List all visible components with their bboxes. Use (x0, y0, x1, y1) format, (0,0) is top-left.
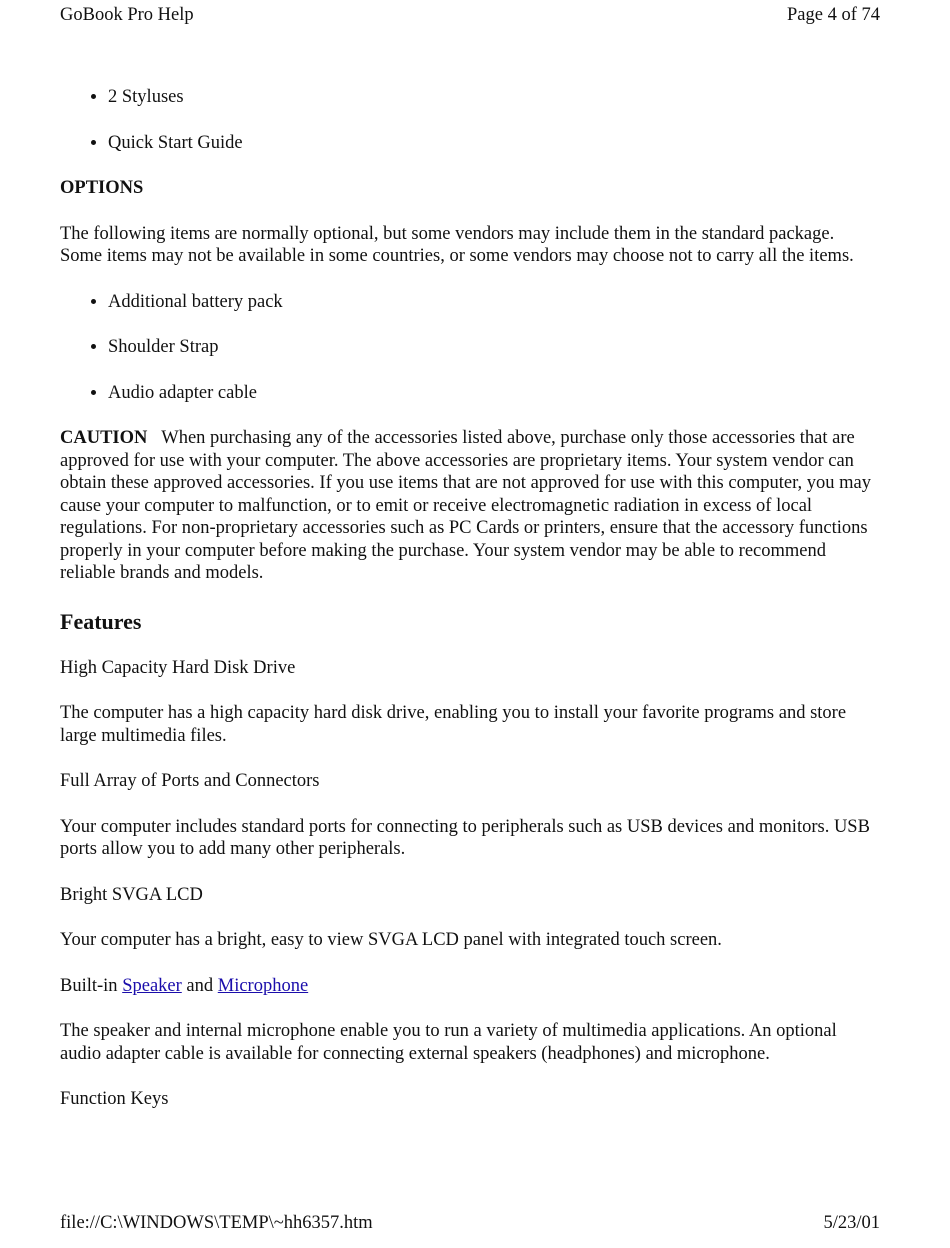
page-header (60, 4, 880, 27)
feature-title-hdd: High Capacity Hard Disk Drive (60, 657, 296, 678)
list-item: • Shoulder Strap (108, 336, 875, 359)
speaker-link[interactable]: Speaker (122, 975, 182, 996)
file-path: file://C:\WINDOWS\TEMP\~hh6357.htm (60, 1213, 373, 1233)
options-list (60, 291, 875, 405)
list-item: • Quick Start Guide (108, 132, 875, 155)
package-list (60, 86, 875, 154)
feature-title-lcd: Bright SVGA LCD (60, 884, 203, 905)
audio-prefix: Built-in (60, 975, 118, 996)
feature-text-hdd: The computer has a high capacity hard disk drive, enabling you to install your favorite programs and store large multimedia files. (60, 703, 847, 746)
audio-and: and (186, 975, 214, 996)
feature-text-ports: Your computer includes standard ports for connecting to peripherals such as USB devices and monitors. USB ports allow you to add many other peripherals. (60, 816, 870, 859)
caution-label: CAUTION (60, 428, 148, 448)
page-number: Page 4 of 74 (787, 5, 880, 25)
features-heading: Features (60, 608, 142, 634)
feature-title-ports: Full Array of Ports and Connectors (60, 771, 320, 791)
list-item: • Audio adapter cable (108, 382, 875, 405)
caution-paragraph (60, 427, 875, 585)
list-item: • 2 Styluses (108, 86, 875, 109)
print-date: 5/23/01 (823, 1213, 880, 1233)
feature-title-fkeys: Function Keys (60, 1089, 169, 1109)
feature-text-lcd: Your computer has a bright, easy to view SVGA LCD panel with integrated touch screen. (60, 930, 722, 950)
caution-text: When purchasing any of the accessories listed above, purchase only those accessories that are approved for use with your computer. The above accessories are proprietary items. Your system vendor can obtain these approved accessories. If you use items that are not approved for use with this computer, you may cause your computer to malfunction, or to emit or receive electromagnetic radiation in excess of local regulations. For non-proprietary accessories such as PC Cards or printers, ensure that the accessory functions properly in your computer before making the purchase. Your system vendor may be able to recommend reliable brands and models. (60, 428, 871, 583)
microphone-link[interactable]: Microphone (217, 975, 309, 996)
feature-title-audio (60, 975, 875, 998)
feature-text-audio: The speaker and internal microphone enable you to run a variety of multimedia applications. An optional audio adapter cable is available for connecting external speakers (headphones) and microphone. (60, 1021, 837, 1064)
document-body (60, 86, 875, 1134)
options-intro: The following items are normally optional, but some vendors may include them in the standard package. Some items may not be available in some countries, or some vendors may choose not to carry all the items. (60, 223, 854, 266)
doc-title: GoBook Pro Help (60, 5, 194, 25)
list-item: • Additional battery pack (108, 291, 875, 314)
page-footer (60, 1212, 880, 1235)
options-heading: OPTIONS (60, 178, 144, 198)
